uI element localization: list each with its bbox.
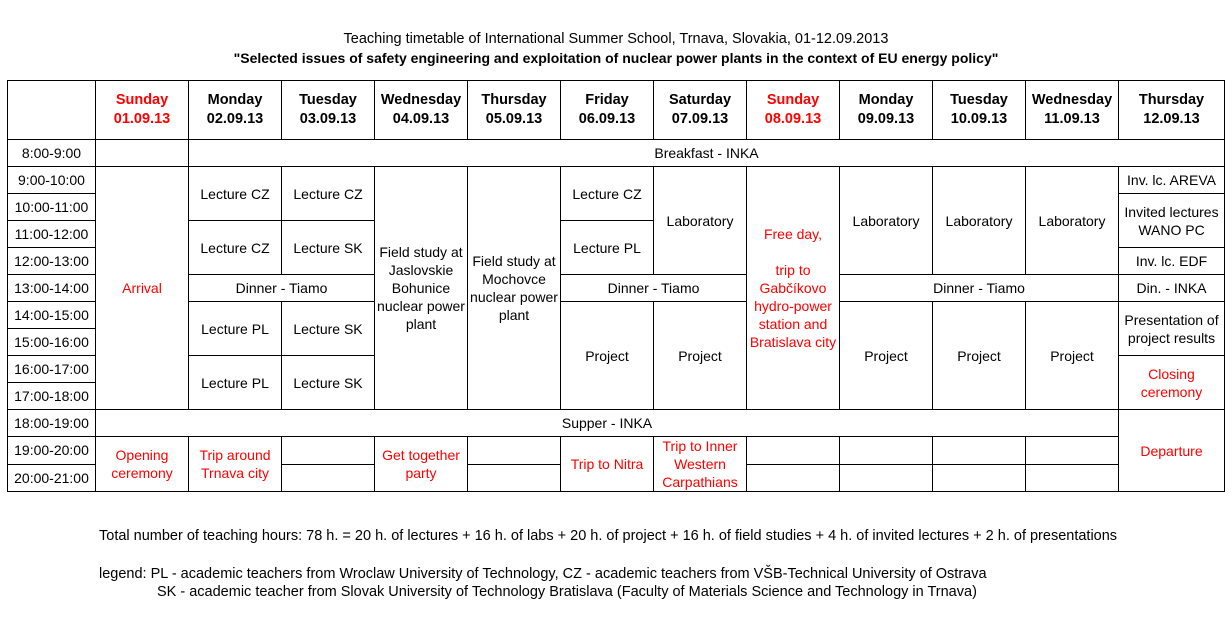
breakfast-cell: Breakfast - INKA <box>189 140 1225 167</box>
empty-cell <box>747 464 840 492</box>
time-cell: 8:00-9:00 <box>8 140 96 167</box>
legend-line-2: SK - academic teacher from Slovak University of Technology Bratislava (Faculty of Materials Science and Technology in Trnava) <box>157 584 977 600</box>
time-cell: 13:00-14:00 <box>8 275 96 302</box>
header-row <box>8 81 1225 140</box>
empty-cell <box>933 464 1026 492</box>
time-cell: 19:00-20:00 <box>8 437 96 465</box>
invited-lecture-cell: Invited lectures WANO PC <box>1119 194 1225 248</box>
lecture-cell: Lecture PL <box>189 356 282 410</box>
lecture-cell: Lecture SK <box>282 302 375 356</box>
day-header: Saturday 07.09.13 <box>654 81 747 140</box>
timetable <box>7 80 1225 492</box>
time-cell: 10:00-11:00 <box>8 194 96 221</box>
lecture-cell: Lecture CZ <box>189 167 282 221</box>
invited-lecture-cell: Inv. lc. EDF <box>1119 248 1225 275</box>
day-header: Sunday 01.09.13 <box>96 81 189 140</box>
project-cell: Project <box>840 302 933 410</box>
closing-cell: Closing ceremony <box>1119 356 1225 410</box>
day-header: Monday 09.09.13 <box>840 81 933 140</box>
document-title: Teaching timetable of International Summer School, Trnava, Slovakia, 01-12.09.2013 <box>343 31 889 47</box>
arrival-cell: Arrival <box>96 167 189 410</box>
day-header: Thursday 12.09.13 <box>1119 81 1225 140</box>
day-header: Sunday 08.09.13 <box>747 81 840 140</box>
opening-cell: Opening ceremony <box>96 437 189 492</box>
empty-cell <box>747 437 840 465</box>
time-cell: 11:00-12:00 <box>8 221 96 248</box>
empty-cell <box>933 437 1026 465</box>
day-header: Friday 06.09.13 <box>561 81 654 140</box>
empty-cell <box>96 140 189 167</box>
dinner-cell: Dinner - Tiamo <box>189 275 375 302</box>
day-header: Wednesday 04.09.13 <box>375 81 468 140</box>
empty-cell <box>468 464 561 492</box>
lecture-cell: Lecture SK <box>282 221 375 275</box>
laboratory-cell: Laboratory <box>1026 167 1119 275</box>
lecture-cell: Lecture PL <box>189 302 282 356</box>
field-study-cell: Field study at Jaslovskie Bohunice nuclear power plant <box>375 167 468 410</box>
dinner-cell: Din. - INKA <box>1119 275 1225 302</box>
time-cell: 18:00-19:00 <box>8 410 96 437</box>
lecture-cell: Lecture CZ <box>561 167 654 221</box>
day-header: Tuesday 03.09.13 <box>282 81 375 140</box>
trip-cell: Trip to Nitra <box>561 437 654 492</box>
time-cell: 16:00-17:00 <box>8 356 96 383</box>
project-cell: Project <box>654 302 747 410</box>
dinner-cell: Dinner - Tiamo <box>840 275 1119 302</box>
empty-cell <box>1026 437 1119 465</box>
field-study-cell: Field study at Mochovce nuclear power plant <box>468 167 561 410</box>
corner-cell <box>8 81 96 140</box>
project-cell: Project <box>1026 302 1119 410</box>
legend-line-1: legend: PL - academic teachers from Wroclaw University of Technology, CZ - academic teachers from VŠB-Technical University of Ostrava <box>99 566 987 582</box>
empty-cell <box>282 464 375 492</box>
table-row <box>8 275 1225 302</box>
get-together-cell: Get together party <box>375 437 468 492</box>
day-header: Wednesday 11.09.13 <box>1026 81 1119 140</box>
table-row <box>8 410 1225 437</box>
table-row <box>8 302 1225 329</box>
empty-cell <box>282 437 375 465</box>
project-cell: Project <box>933 302 1026 410</box>
trip-cell: Trip around Trnava city <box>189 437 282 492</box>
dinner-cell: Dinner - Tiamo <box>561 275 747 302</box>
lecture-cell: Lecture CZ <box>189 221 282 275</box>
lecture-cell: Lecture SK <box>282 356 375 410</box>
day-header: Monday 02.09.13 <box>189 81 282 140</box>
laboratory-cell: Laboratory <box>654 167 747 275</box>
lecture-cell: Lecture CZ <box>282 167 375 221</box>
supper-cell: Supper - INKA <box>96 410 1119 437</box>
free-day-cell: Free day, trip to Gabčíkovo hydro-power station and Bratislava city <box>747 167 840 410</box>
invited-lecture-cell: Inv. lc. AREVA <box>1119 167 1225 194</box>
empty-cell <box>1026 464 1119 492</box>
empty-cell <box>468 437 561 465</box>
departure-cell: Departure <box>1119 410 1225 492</box>
time-cell: 12:00-13:00 <box>8 248 96 275</box>
empty-cell <box>840 464 933 492</box>
table-row <box>8 167 1225 194</box>
time-cell: 20:00-21:00 <box>8 464 96 492</box>
lecture-cell: Lecture PL <box>561 221 654 275</box>
trip-cell: Trip to Inner Western Carpathians <box>654 437 747 492</box>
day-header: Tuesday 10.09.13 <box>933 81 1026 140</box>
laboratory-cell: Laboratory <box>840 167 933 275</box>
table-row <box>8 140 1225 167</box>
time-cell: 9:00-10:00 <box>8 167 96 194</box>
presentation-cell: Presentation of project results <box>1119 302 1225 356</box>
time-cell: 14:00-15:00 <box>8 302 96 329</box>
table-row <box>8 437 1225 465</box>
day-header: Thursday 05.09.13 <box>468 81 561 140</box>
document-subtitle: "Selected issues of safety engineering and exploitation of nuclear power plants in the context of EU energy policy" <box>233 50 999 66</box>
time-cell: 15:00-16:00 <box>8 329 96 356</box>
time-cell: 17:00-18:00 <box>8 383 96 410</box>
project-cell: Project <box>561 302 654 410</box>
total-hours-note: Total number of teaching hours: 78 h. = 20 h. of lectures + 16 h. of labs + 20 h. of project + 16 h. of field studies + 4 h. of invited lectures + 2 h. of presentations <box>99 528 1118 544</box>
laboratory-cell: Laboratory <box>933 167 1026 275</box>
empty-cell <box>840 437 933 465</box>
